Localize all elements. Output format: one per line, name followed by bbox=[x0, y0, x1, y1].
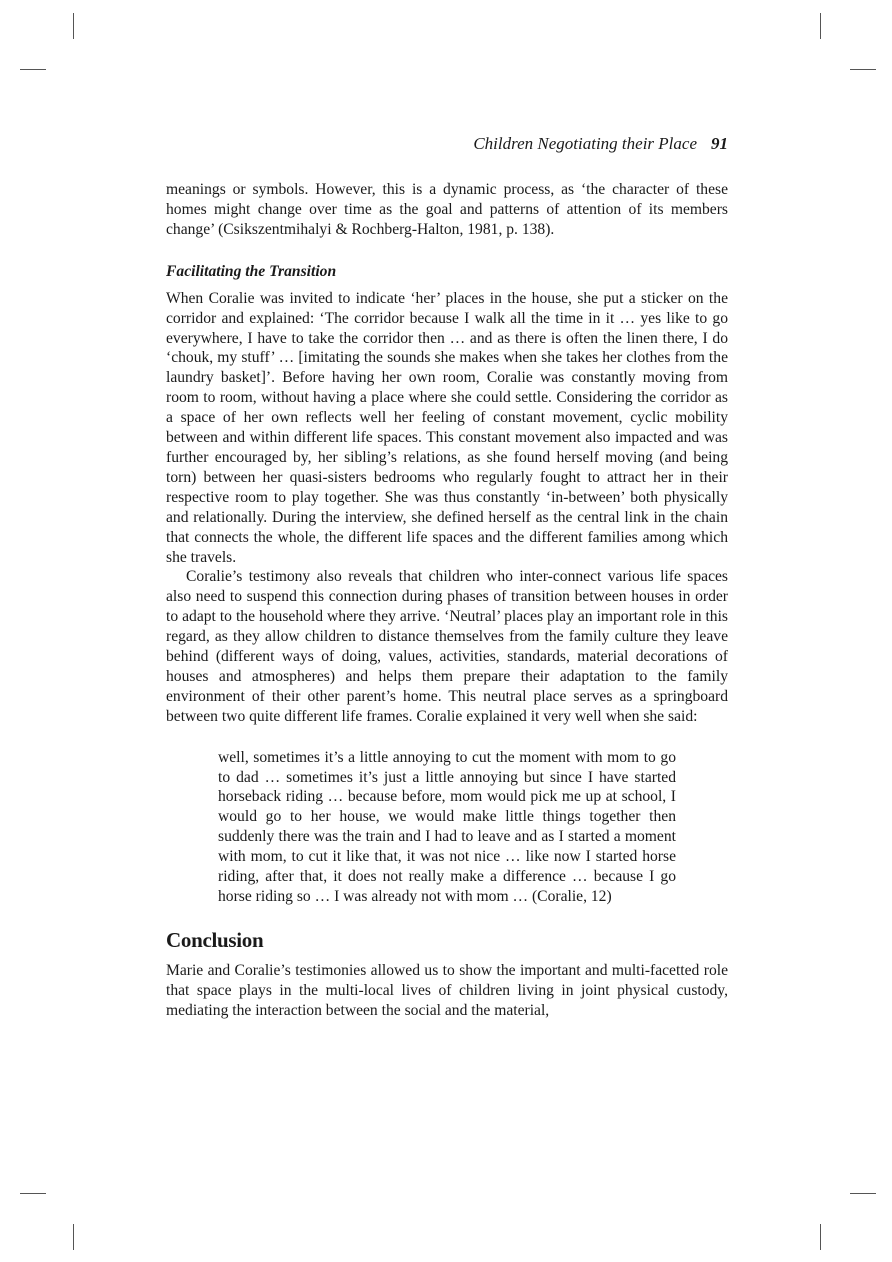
running-head-title: Children Negotiating their Place bbox=[473, 134, 697, 153]
crop-mark-top-left-h bbox=[20, 69, 46, 70]
paragraph-2: When Coralie was invited to indicate ‘her’ places in the house, she put a sticker on the corridor and explained: ‘The corridor because I walk all the time in it … yes like to go everywhere, I have to take the corridor then … and as there is often the linen there, I do ‘chouk, my stuff’ … [imitating the sounds she makes when she takes her clothes from the laundry basket]’. Before having her own room, Coralie was constantly moving from room to room, without having a place where she could settle. Considering the corridor as a space of her own reflects well her feeling of constant movement, cyclic mobility between and within different life spaces. This constant movement also impacted and was further encouraged by, her sibling’s relations, as she found herself moving (and being torn) between her quasi-sisters bedrooms who regularly fought to attract her in their respective room to play together. She was thus constantly ‘in-between’ both physically and relationally. During the interview, she defined herself as the central link in the chain that connects the whole, the different life spaces and the different families among which she travels. bbox=[166, 289, 728, 566]
page-number: 91 bbox=[711, 134, 728, 153]
crop-mark-bottom-right bbox=[820, 1224, 821, 1250]
body-text bbox=[166, 180, 728, 1021]
crop-mark-bottom-right-h bbox=[850, 1193, 876, 1194]
paragraph-3: Coralie’s testimony also reveals that children who inter-connect various life spaces also need to suspend this connection during phases of transition between houses in order to adapt to the household where they arrive. ‘Neutral’ places play an important role in this regard, as they allow children to distance themselves from the family culture they leave behind (different ways of doing, values, activities, standards, material decorations of houses and atmospheres) and helps them prepare their adaptation to the family environment of their other parent’s home. This neutral place serves as a springboard between two quite different life frames. Coralie explained it very well when she said: bbox=[166, 568, 728, 725]
subheading-facilitating-transition: Facilitating the Transition bbox=[166, 262, 337, 280]
paragraph-1: meanings or symbols. However, this is a dynamic process, as ‘the character of these homes might change over time as the goal and patterns of attention of its members change’ (Csikszentmihalyi & Rochberg-Halton, 1981, p. 138). bbox=[166, 181, 728, 238]
crop-mark-top-right-h bbox=[850, 69, 876, 70]
section-heading-conclusion: Conclusion bbox=[166, 927, 264, 952]
paragraph-4: Marie and Coralie’s testimonies allowed us to show the important and multi-facetted role that space plays in the multi-local lives of children living in joint physical custody, mediating the interaction between the social and the material, bbox=[166, 961, 728, 1019]
crop-mark-top-left bbox=[73, 13, 74, 39]
running-head bbox=[166, 133, 728, 155]
block-quote: well, sometimes it’s a little annoying to cut the moment with mom to go to dad … sometimes it’s just a little annoying but since I have started horseback riding … because before, mom would pick me up at school, I would go to her house, we would make little things together then suddenly there was the train and I had to leave and as I started a moment with mom, to cut it like that, it was not nice … like now I started horse riding, after that, it does not really make a difference … because I go horse riding so … I was already not with mom … (Coralie, 12) bbox=[218, 748, 676, 905]
crop-mark-top-right bbox=[820, 13, 821, 39]
crop-mark-bottom-left bbox=[73, 1224, 74, 1250]
crop-mark-bottom-left-h bbox=[20, 1193, 46, 1194]
